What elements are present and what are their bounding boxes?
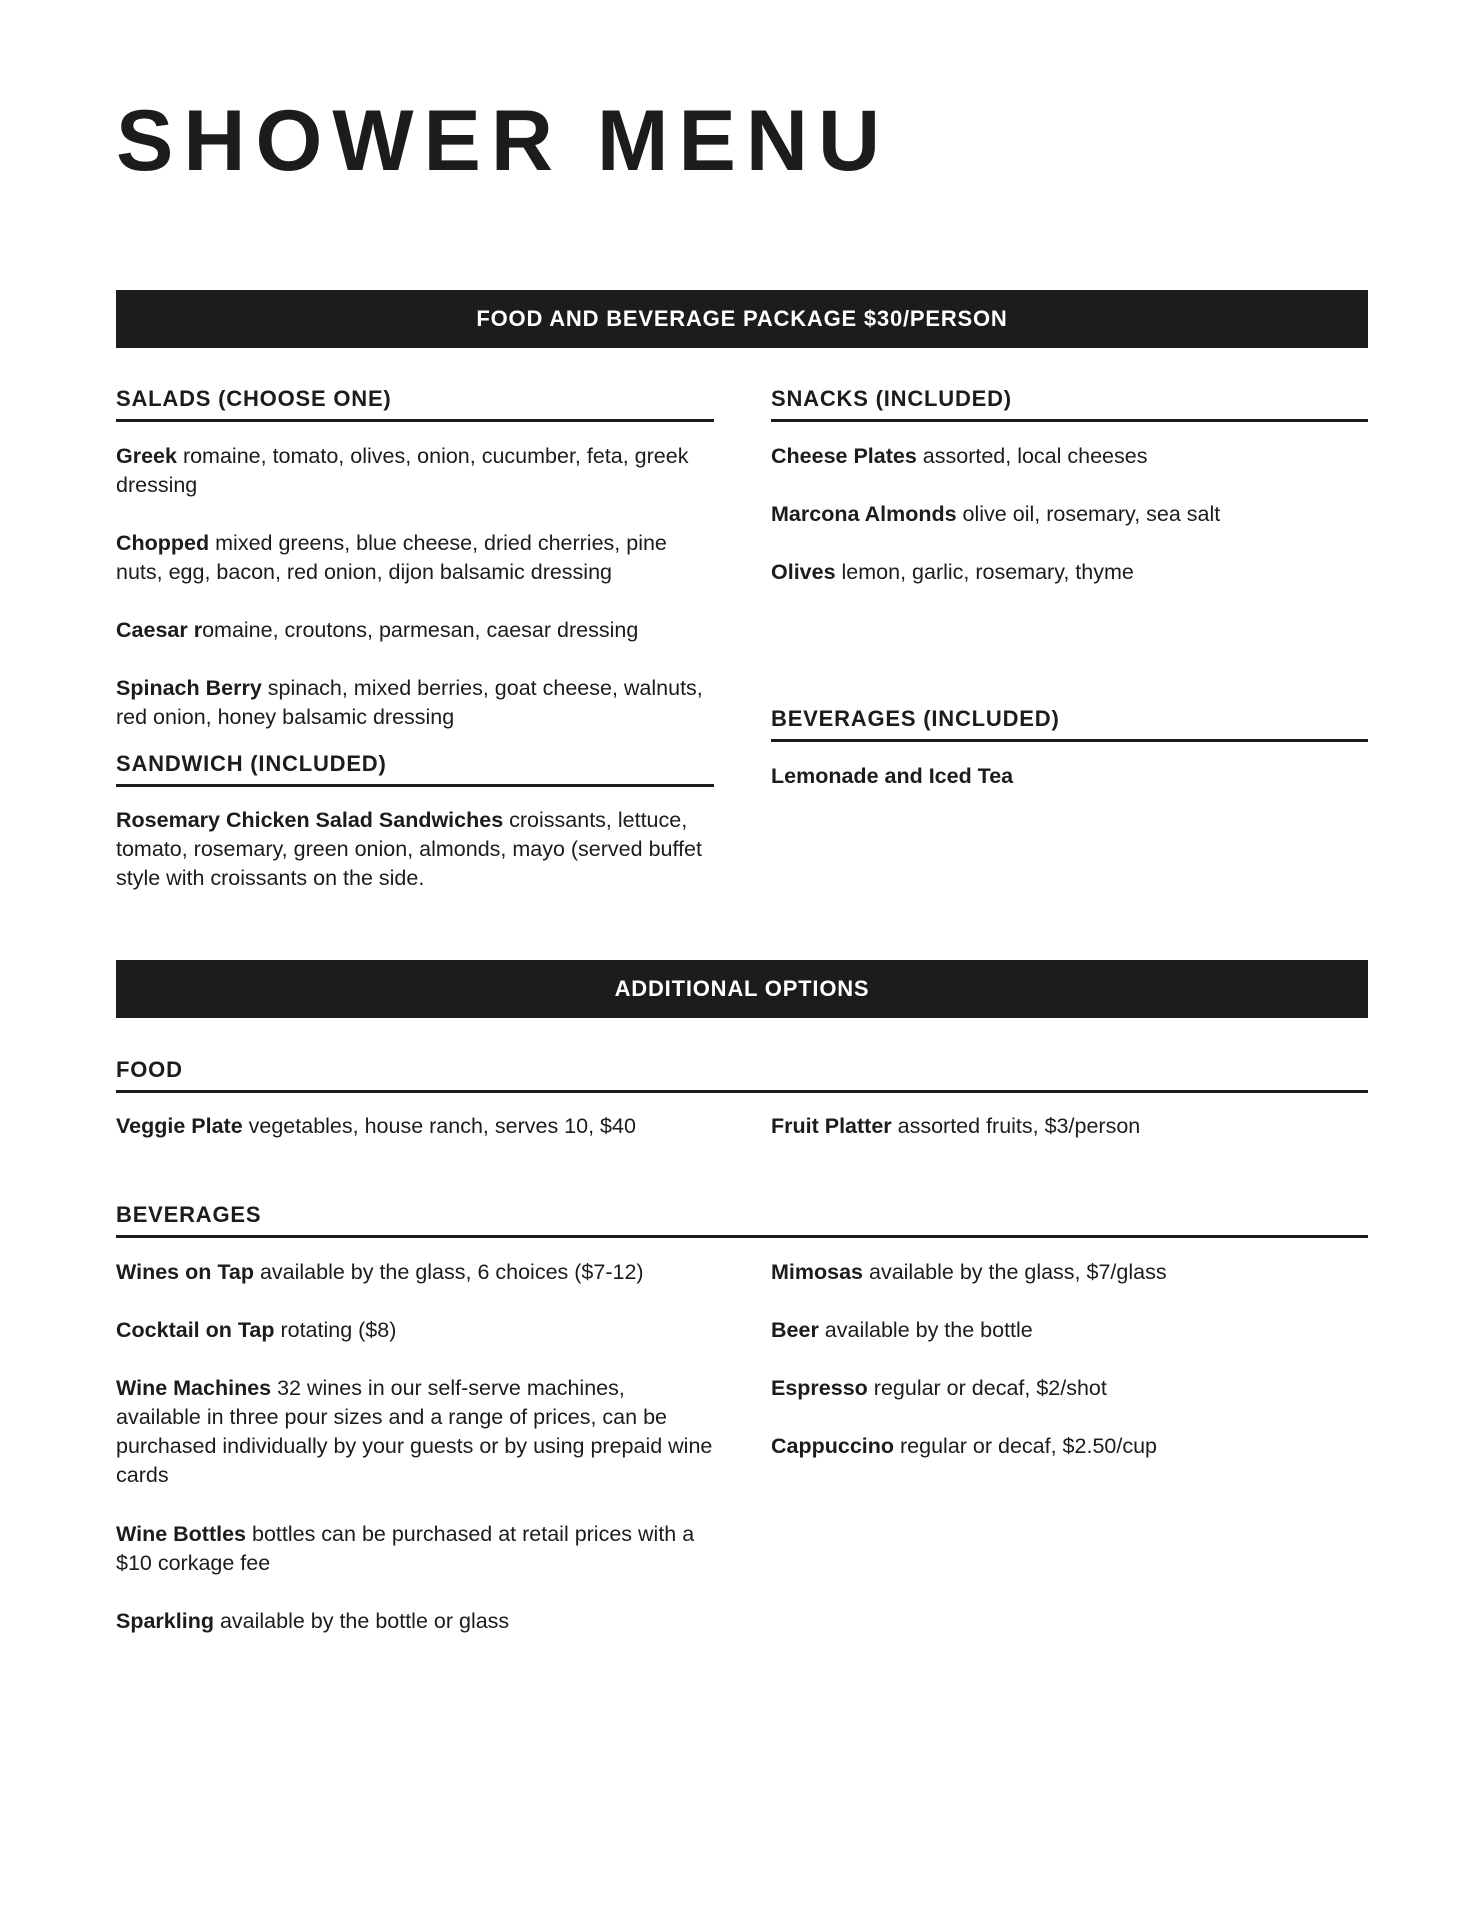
menu-item-lemonade-iced-tea: [771, 762, 1368, 791]
beverages-heading: BEVERAGES: [116, 1201, 1368, 1238]
item-name: Rosemary Chicken Salad Sandwiches: [116, 808, 504, 832]
menu-item-marcona-almonds: [771, 500, 1368, 529]
page-title: SHOWER MENU: [116, 93, 891, 189]
menu-item-espresso: [771, 1374, 1368, 1403]
menu-item-cappuccino: [771, 1432, 1368, 1461]
item-desc: assorted, local cheeses: [916, 444, 1148, 468]
menu-item-cheese-plates: [771, 442, 1368, 471]
item-name: Sparkling: [116, 1609, 214, 1633]
item-desc: 32 wines in our self-serve machines, available in three pour sizes and a range of prices, can be purchased individually by your guests or by using prepaid wine cards: [116, 1376, 713, 1487]
item-name: Fruit Platter: [771, 1114, 892, 1138]
item-name: Espresso: [771, 1376, 868, 1400]
menu-item-cocktail-on-tap: [116, 1316, 714, 1345]
item-name: Marcona Almonds: [771, 502, 957, 526]
menu-item-chicken-salad-sandwich: [116, 806, 714, 893]
item-desc: vegetables, house ranch, serves 10, $40: [242, 1114, 636, 1138]
beverages-included-heading: BEVERAGES (INCLUDED): [771, 705, 1368, 742]
item-name: Spinach Berry: [116, 676, 262, 700]
item-name: Wines on Tap: [116, 1260, 254, 1284]
item-name: Lemonade and Iced Tea: [771, 764, 1014, 788]
item-desc: croissants, lettuce, tomato, rosemary, green onion, almonds, mayo (served buffet style with croissants on the side.: [116, 808, 702, 890]
item-desc: regular or decaf, $2.50/cup: [894, 1434, 1157, 1458]
item-name: Wine Bottles: [116, 1522, 247, 1546]
package-banner: FOOD AND BEVERAGE PACKAGE $30/PERSON: [116, 290, 1368, 348]
item-name: Cappuccino: [771, 1434, 895, 1458]
item-desc: omaine, croutons, parmesan, caesar dressing: [202, 618, 639, 642]
item-desc: assorted fruits, $3/person: [891, 1114, 1141, 1138]
item-desc: mixed greens, blue cheese, dried cherries, pine nuts, egg, bacon, red onion, dijon balsamic dressing: [116, 531, 667, 584]
item-desc: available by the bottle or glass: [213, 1609, 510, 1633]
item-desc: available by the glass, 6 choices ($7-12): [253, 1260, 644, 1284]
item-name: Mimosas: [771, 1260, 864, 1284]
menu-item-chopped: [116, 529, 714, 587]
food-heading: FOOD: [116, 1056, 1368, 1093]
menu-item-veggie-plate: [116, 1112, 714, 1141]
menu-item-greek: [116, 442, 714, 500]
additional-options-banner: ADDITIONAL OPTIONS: [116, 960, 1368, 1018]
item-desc: lemon, garlic, rosemary, thyme: [835, 560, 1134, 584]
item-name: Olives: [771, 560, 836, 584]
menu-item-fruit-platter: [771, 1112, 1368, 1141]
menu-item-olives: [771, 558, 1368, 587]
item-name: Veggie Plate: [116, 1114, 243, 1138]
item-desc: bottles can be purchased at retail prices with a $10 corkage fee: [116, 1522, 695, 1575]
item-desc: available by the bottle: [818, 1318, 1033, 1342]
item-desc: regular or decaf, $2/shot: [867, 1376, 1107, 1400]
menu-item-beer: [771, 1316, 1368, 1345]
item-name: Beer: [771, 1318, 819, 1342]
menu-item-caesar: [116, 616, 714, 645]
item-name: Chopped: [116, 531, 210, 555]
item-desc: spinach, mixed berries, goat cheese, walnuts, red onion, honey balsamic dressing: [116, 676, 703, 729]
item-desc: rotating ($8): [274, 1318, 397, 1342]
item-name: Greek: [116, 444, 177, 468]
item-desc: romaine, tomato, olives, onion, cucumber, feta, greek dressing: [116, 444, 689, 497]
salads-heading: SALADS (CHOOSE ONE): [116, 385, 714, 422]
menu-item-wines-on-tap: [116, 1258, 714, 1287]
sandwich-heading: SANDWICH (INCLUDED): [116, 750, 714, 787]
item-desc: available by the glass, $7/glass: [863, 1260, 1167, 1284]
item-name: Cheese Plates: [771, 444, 917, 468]
snacks-heading: SNACKS (INCLUDED): [771, 385, 1368, 422]
item-name: Caesar r: [116, 618, 203, 642]
menu-item-sparkling: [116, 1607, 714, 1636]
item-desc: olive oil, rosemary, sea salt: [956, 502, 1221, 526]
menu-item-mimosas: [771, 1258, 1368, 1287]
menu-item-wine-bottles: [116, 1520, 714, 1578]
menu-item-wine-machines: [116, 1374, 714, 1490]
item-name: Cocktail on Tap: [116, 1318, 275, 1342]
menu-item-spinach-berry: [116, 674, 714, 732]
item-name: Wine Machines: [116, 1376, 272, 1400]
